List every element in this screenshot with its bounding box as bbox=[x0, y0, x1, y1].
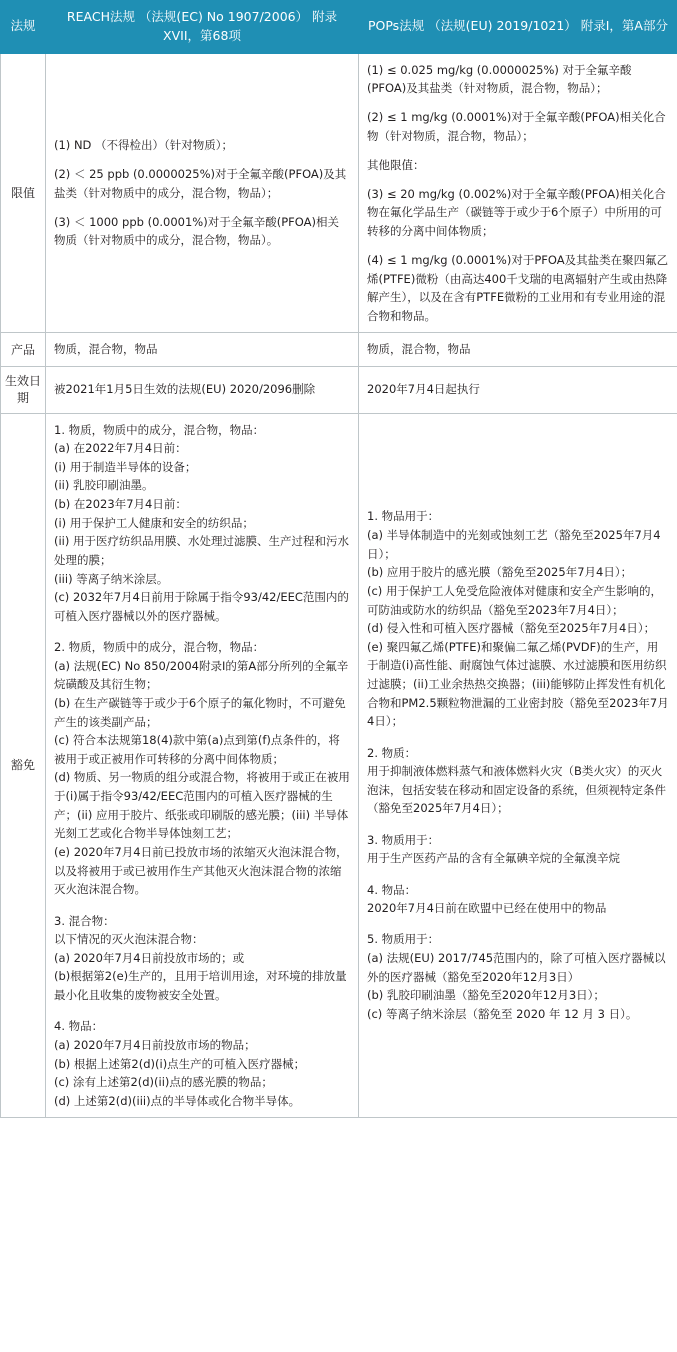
text-block: 3. 物质用于： 用于生产医药产品的含有全氟碘辛烷的全氟溴辛烷 bbox=[367, 832, 620, 866]
text-paragraph: (2) ＜ 25 ppb (0.0000025%)对于全氟辛酸(PFOA)及其盐类（针对物质中的成分，混合物，物品）； bbox=[54, 167, 347, 200]
text-block: 4. 物品： 2020年7月4日前在欧盟中已经在使用中的物品 bbox=[367, 882, 607, 916]
text-paragraph: (2) ≤ 1 mg/kg (0.0001%)对于全氟辛酸(PFOA)相关化合物（针对物质，混合物，物品）； bbox=[367, 110, 666, 143]
cell-reach-exemption bbox=[46, 413, 359, 1118]
text-paragraph: (1) ND （不得检出）（针对物质）； bbox=[54, 138, 234, 153]
table-row bbox=[1, 333, 677, 367]
cell-pops-limit bbox=[359, 53, 677, 333]
text-paragraph: (3) ≤ 20 mg/kg (0.002%)对于全氟辛酸(PFOA)相关化合物在氟化学品生产（碳链等于或少于6个原子）中所用的可转移的分离中间体物质； bbox=[367, 186, 666, 238]
text-paragraph: (4) ≤ 1 mg/kg (0.0001%)对于PFOA及其盐类在聚四氟乙烯(PTFE)微粉（由高达400千戈瑞的电离辐射产生或由热降解产生），以及在含有PTFE微粉的工业用和有专业用途的混合物和物品。 bbox=[367, 252, 669, 323]
table-row bbox=[1, 413, 677, 1118]
cell-pops-product: 物质，混合物，物品 bbox=[359, 333, 677, 367]
row-label-effective-date: 生效日期 bbox=[1, 367, 46, 414]
text-paragraph: (1) ≤ 0.025 mg/kg (0.0000025%) 对于全氟辛酸(PFOA)及其盐类（针对物质，混合物，物品）； bbox=[367, 62, 632, 96]
table-row bbox=[1, 53, 677, 333]
text-paragraph: 其他限值： bbox=[367, 157, 425, 172]
text-block: 2. 物质： 用于抑制液体燃料蒸气和液体燃料火灾（B类火灾）的灭火泡沫，包括安装在移动和固定设备的系统，但须视特定条件（豁免至2025年7月4日）； bbox=[367, 745, 666, 816]
row-label-limit: 限值 bbox=[1, 53, 46, 333]
table-body bbox=[1, 53, 677, 1118]
text-paragraph: (3) ＜ 1000 ppb (0.0001%)对于全氟辛酸(PFOA)相关物质（针对物质中的成分，混合物，物品）。 bbox=[54, 214, 339, 248]
text-block: 4. 物品： (a) 2020年7月4日前投放市场的物品； (b) 根据上述第2(d)(i)点生产的可植入医疗器械； (c) 涂有上述第2(d)(ii)点的感光膜的物品； (d) 上述第2(d)(iii)点的半导体或化合物半导体。 bbox=[54, 1019, 306, 1108]
cell-reach-effective-date: 被2021年1月5日生效的法规(EU) 2020/2096删除 bbox=[46, 367, 359, 414]
text-block: 1. 物质，物质中的成分，混合物，物品： (a) 在2022年7月4日前： (i) 用于制造半导体的设备； (ii) 乳胶印刷油墨。 (b) 在2023年7月4日前： (i) 用于保护工人健康和安全的纺织品； (ii) 用于医疗纺织品用膜、水处理过滤膜、生产过程和污水处理的膜； (iii) 等离子纳米涂层。 (c) 2032年7月4日前用于除属于指令93/42/EEC范围内的可植入医疗器械以外的医疗器械。 bbox=[54, 422, 350, 623]
table-row bbox=[1, 367, 677, 414]
cell-reach-product: 物质，混合物，物品 bbox=[46, 333, 359, 367]
row-label-product: 产品 bbox=[1, 333, 46, 367]
text-block: 3. 混合物： 以下情况的灭火泡沫混合物： (a) 2020年7月4日前投放市场的；或 (b)根据第2(e)生产的，且用于培训用途，对环境的排放量最小化且收集的废物被安全处置。 bbox=[54, 913, 347, 1002]
cell-pops-effective-date: 2020年7月4日起执行 bbox=[359, 367, 677, 414]
table-header bbox=[1, 1, 677, 54]
header-cell-pops: POPs法规 （法规(EU) 2019/1021） 附录I，第A部分 bbox=[359, 1, 677, 54]
text-block: 5. 物质用于： (a) 法规(EU) 2017/745范围内的，除了可植入医疗器械以外的医疗器械（豁免至2020年12月3日） (b) 乳胶印刷油墨（豁免至2020年12月3日）； (c) 等离子纳米涂层（豁免至 2020 年 12 月 3 日）。 bbox=[367, 932, 666, 1021]
header-cell-category: 法规 bbox=[1, 1, 46, 54]
cell-reach-limit bbox=[46, 53, 359, 333]
header-row bbox=[1, 1, 677, 54]
row-label-exemption: 豁免 bbox=[1, 413, 46, 1118]
cell-pops-exemption bbox=[359, 413, 677, 1118]
text-block: 1. 物品用于： (a) 半导体制造中的光刻或蚀刻工艺（豁免至2025年7月4日）； (b) 应用于胶片的感光膜（豁免至2025年7月4日）； (c) 用于保护工人免受危险液体对健康和安全产生影响的，可防油或防水的纺织品（豁免至2023年7月4日）； (d) 侵入性和可植入医疗器械（豁免至2025年7月4日）； (e) 聚四氟乙烯(PTFE)和聚偏二氟乙烯(PVDF)的生产，用于制造(i)高性能、耐腐蚀气体过滤膜、水过滤膜和医用纺织过滤膜；(ii)工业余热热交换器；(iii)能够防止挥发性有机化合物和PM2.5颗粒物泄漏的工业密封胶（豁免至2023年7月4日）； bbox=[367, 509, 669, 729]
text-block: 2. 物质，物质中的成分，混合物，物品： (a) 法规(EC) No 850/2004附录I的第A部分所列的全氟辛烷磺酸及其衍生物； (b) 在生产碳链等于或少于6个原子的氟化物时，不可避免产生的该类副产品； (c) 符合本法规第18(4)款中第(a)点到第(f)点条件的，将被用于或正被用作可转移的分离中间体物质； (d) 物质、另一物质的组分或混合物，将被用于或正在被用于(i)属于指令93/42/EEC范围内的可植入医疗器械的生产；(ii) 应用于胶片、纸张或印刷版的感光膜；(iii) 半导体光刻工艺或化合物半导体蚀刻工艺； (e) 2020年7月4日前已投放市场的浓缩灭火泡沫混合物，以及将被用于或已被用作生产其他灭火泡沫混合物的浓缩灭火泡沫混合物。 bbox=[54, 640, 350, 897]
header-cell-reach: REACH法规 （法规(EC) No 1907/2006） 附录XVII，第68项 bbox=[46, 1, 359, 54]
